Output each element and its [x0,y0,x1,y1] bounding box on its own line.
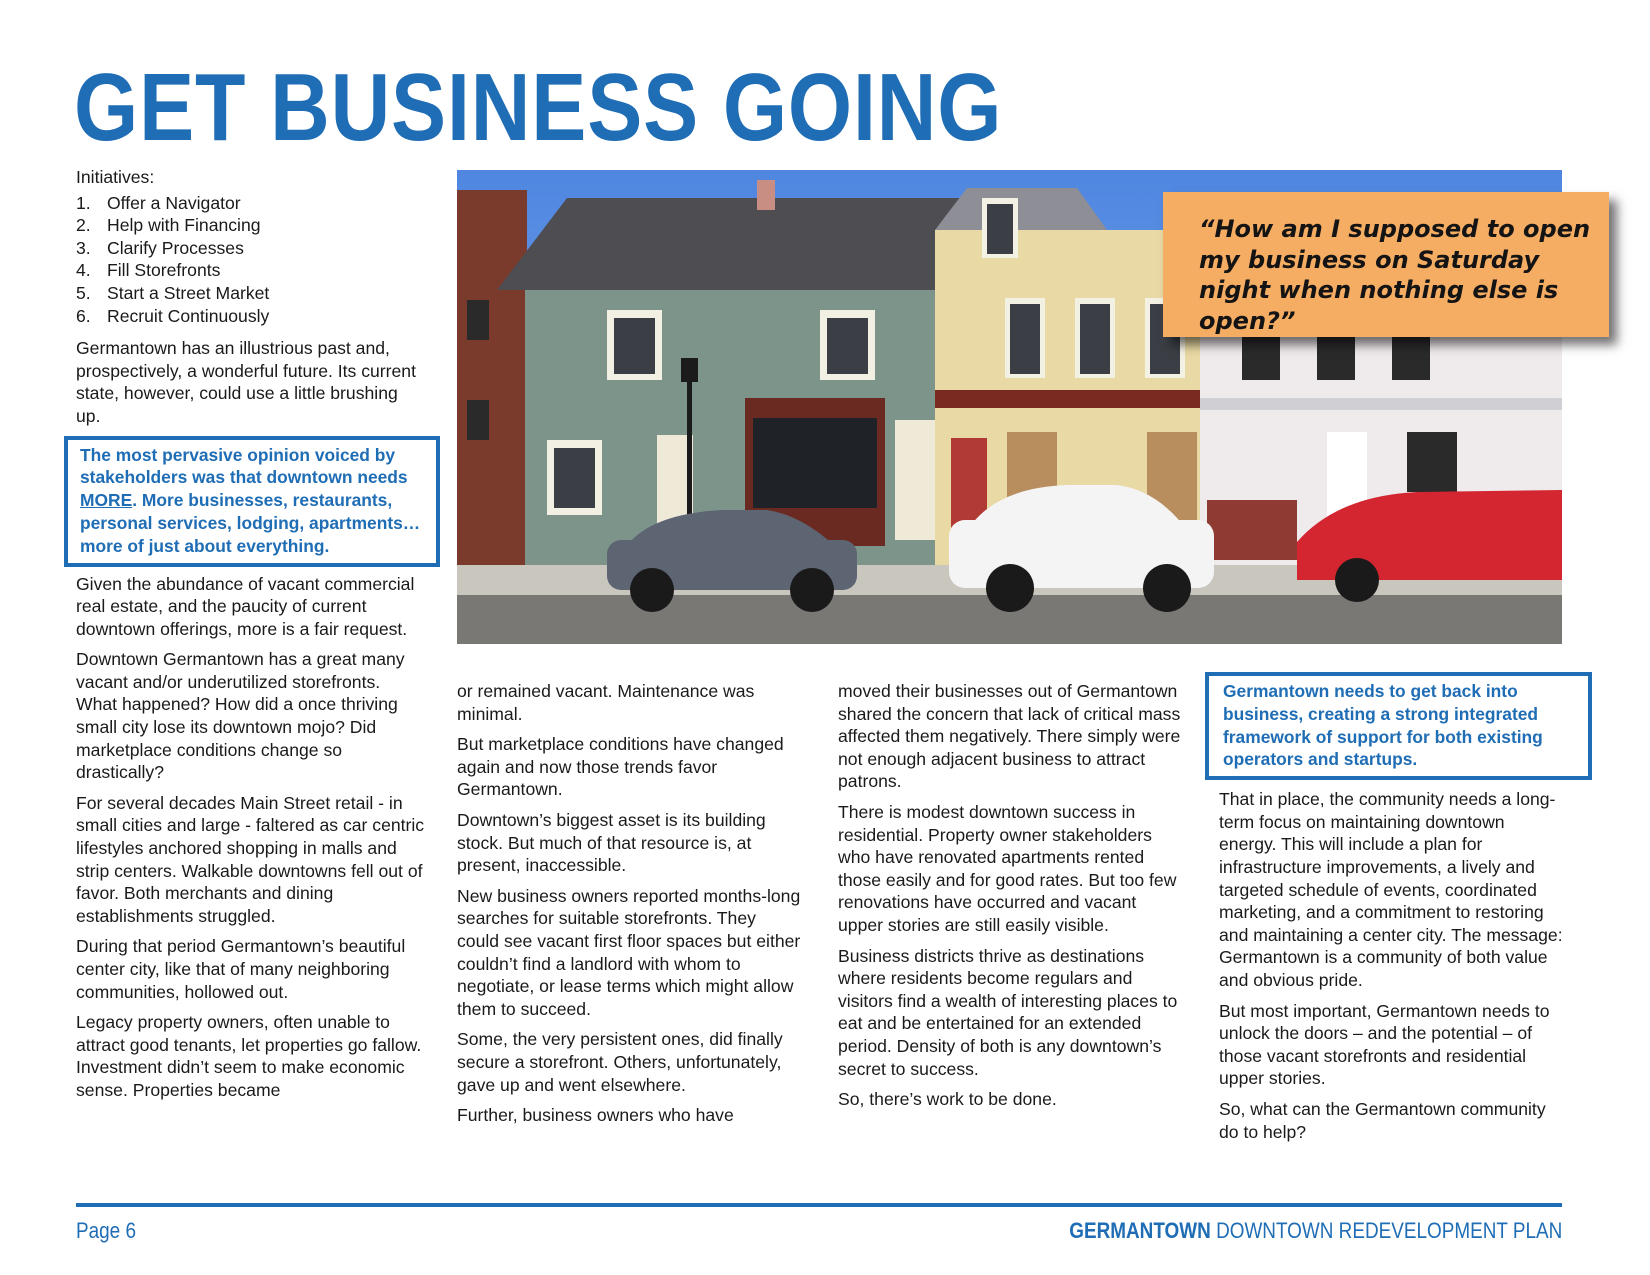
paragraph: But marketplace conditions have changed again and now those trends favor Germantown. [457,734,784,800]
paragraph: Germantown has an illustrious past and, prospectively, a wonderful future. Its current state, however, could use a little brushing up. [76,338,416,426]
text-column-2 [457,680,802,1135]
list-item: 6. Recruit Continuously [76,305,270,326]
text-column-1 [76,166,426,1110]
text-column-4 [1219,672,1564,1151]
list-item: 5. Start a Street Market [76,282,270,303]
paragraph: There is modest downtown success in residential. Property owner stakeholders who have renovated apartments rented those easily and for good rates. But too few renovations have occurred and vacant upper stories are still easily visible. [838,801,1177,935]
list-item: 2. Help with Financing [76,215,261,236]
paragraph: or remained vacant. Maintenance was minimal. [457,681,755,724]
paragraph: Downtown Germantown has a great many vacant and/or underutilized storefronts. What happened? How did a once thriving small city lose its downtown mojo? Did marketplace conditions change so drastically? [76,649,405,783]
paragraph: That in place, the community needs a long-term focus on maintaining downtown energy. This will include a plan for infrastructure improvements, a lively and targeted schedule of events, coordinated marketing, and a commitment to restoring and maintaining a center city. The message: Germantown is a community of both value and obvious pride. [1219,789,1563,990]
paragraph: For several decades Main Street retail - in small cities and large - faltered as car centric lifestyles anchored shopping in malls and strip centers. Walkable downtowns fell out of favor. Both merchants and dining establishments struggled. [76,792,425,926]
list-item: 1. Offer a Navigator [76,192,241,213]
initiatives-list [76,192,426,328]
emphasis-more: MORE [80,490,133,511]
paragraph: New business owners reported months-long searches for suitable storefronts. They could see vacant first floor spaces but either couldn’t find a landlord with whom to negotiate, or lease terms which might allow them to succeed. [457,885,801,1019]
paragraph: Legacy property owners, often unable to attract good tenants, let properties go fallow. Investment didn’t seem to make economic sense. Properties became [76,1012,422,1100]
initiatives-heading: Initiatives: [76,167,155,187]
footer-rule [76,1203,1562,1207]
paragraph: Downtown’s biggest asset is its building stock. But much of that resource is, at present, inaccessible. [457,809,766,876]
business-callout: Germantown needs to get back into business, creating a strong integrated framework of support for both existing operators and startups. [1205,672,1592,780]
page-number: Page 6 [76,1218,136,1243]
page-title: GET BUSINESS GOING [74,54,1003,161]
text-column-3 [838,680,1183,1119]
quote-text: “How am I supposed to open my business on Saturday night when nothing else is open?” [1199,215,1591,335]
quote-callout [1163,192,1609,337]
paragraph: moved their businesses out of Germantown shared the concern that lack of critical mass affected them negatively. There simply were not enough adjacent business to attract patrons. [838,681,1181,792]
paragraph: Business districts thrive as destinations where residents become regulars and visitors find a wealth of interesting places to eat and be entertained for an extended period. Density of both is any downtown’s secret to success. [838,945,1178,1079]
paragraph: But most important, Germantown needs to unlock the doors – and the potential – of those vacant storefronts and residential upper stories. [1219,1000,1550,1089]
list-item: 4. Fill Storefronts [76,260,221,281]
list-item: 3. Clarify Processes [76,237,244,258]
paragraph: During that period Germantown’s beautiful center city, like that of many neighboring communities, hollowed out. [76,936,406,1002]
paragraph: So, there’s work to be done. [838,1089,1057,1110]
stakeholder-callout: The most pervasive opinion voiced by stakeholders was that downtown needs MORE. More businesses, restaurants, personal services, lodging, apartments… more of just about everything. [64,436,440,567]
document-title: GERMANTOWN DOWNTOWN REDEVELOPMENT PLAN [1068,1218,1562,1243]
paragraph: So, what can the Germantown community do to help? [1219,1098,1546,1142]
paragraph: Given the abundance of vacant commercial real estate, and the paucity of current downtown offerings, more is a fair request. [76,573,415,639]
paragraph: Further, business owners who have [457,1105,734,1126]
paragraph: Some, the very persistent ones, did finally secure a storefront. Others, unfortunately, gave up and went elsewhere. [457,1029,783,1095]
